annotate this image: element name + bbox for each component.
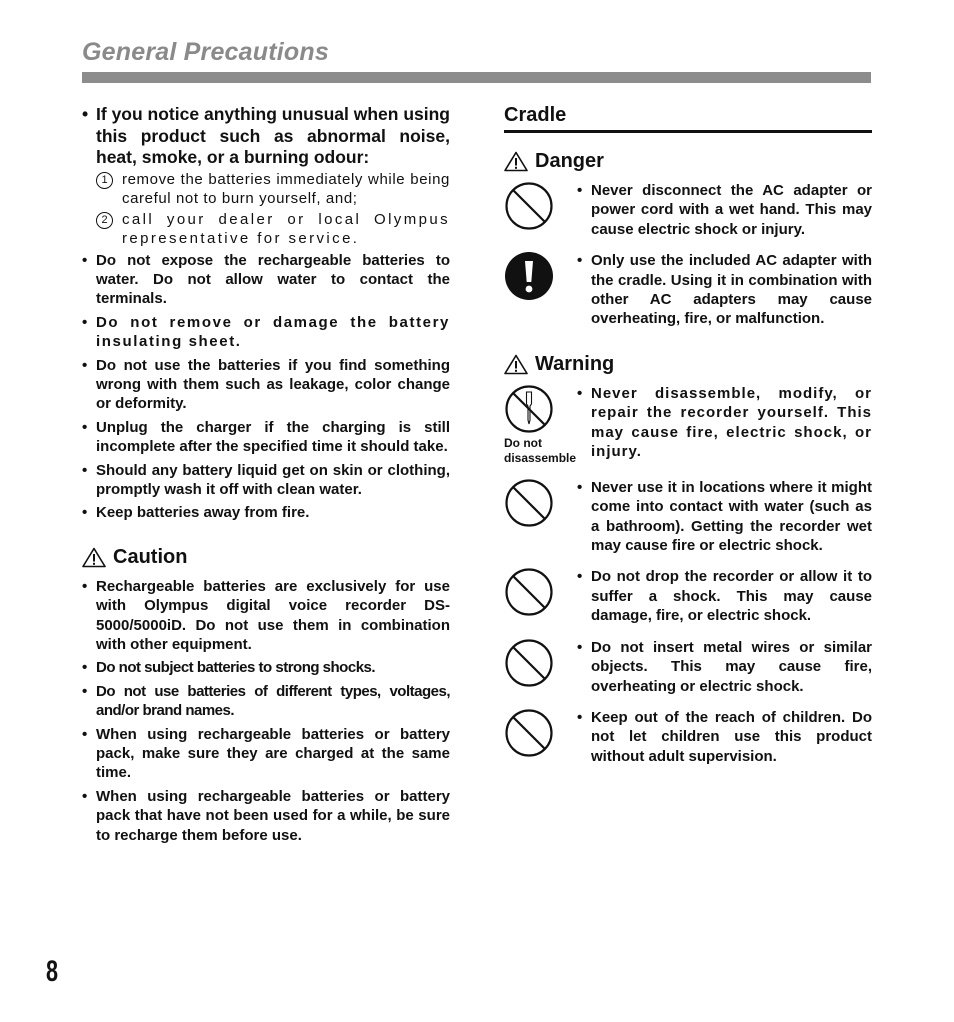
warning-list (577, 384, 872, 466)
list-item-text: Never disconnect the AC adapter or power cord with a wet hand. This may cause electric shock or injury. (591, 182, 872, 238)
danger-heading (504, 150, 872, 173)
icon-cell (504, 638, 577, 696)
bullet-dot: • (82, 461, 88, 479)
step-item (96, 210, 450, 249)
do-not-disassemble-label: Do not disassemble (504, 435, 577, 465)
danger-item (504, 181, 872, 239)
list-item-text: Only use the included AC adapter with the cradle. Using it in combination with other AC adapters may cause overheating, fire, or malfunction. (591, 252, 872, 328)
bullet-dot: • (82, 356, 88, 374)
danger-heading-text: Danger (535, 150, 604, 172)
warning-heading-text: Warning (535, 352, 615, 375)
list-item (82, 251, 450, 309)
bullet-dot: • (82, 504, 88, 522)
icon-cell (504, 478, 577, 556)
list-item-text: Never disassemble, modify, or repair the recorder yourself. This may cause fire, electric shock, or injury. (591, 384, 872, 461)
list-item (82, 418, 450, 457)
warning-item (504, 708, 872, 766)
list-item (82, 577, 450, 655)
step-item (96, 170, 450, 209)
step-number: 2 (96, 212, 113, 229)
bullet-dot: • (82, 418, 88, 436)
list-item-text: Do not expose the rechargeable batteries to water. Do not allow water to contact the terminals. (96, 251, 450, 308)
bullet-dot: • (577, 638, 583, 656)
list-item-text: Never use it in locations where it might come into contact with water (such as a bathroom). Getting the recorder wet may cause fire or electric shock. (591, 478, 872, 555)
mandatory-action-icon (504, 251, 554, 301)
bullet-dot: • (82, 104, 89, 124)
bullet-dot: • (82, 787, 88, 805)
icon-cell (504, 384, 577, 466)
icon-cell (504, 181, 577, 239)
list-item-text: Keep batteries away from fire. (96, 504, 310, 522)
list-item-text: Should any battery liquid get on skin or clothing, promptly wash it off with clean water. (96, 461, 450, 498)
caution-heading (82, 546, 450, 569)
bullet-dot: • (577, 384, 584, 402)
warning-triangle-icon (82, 547, 106, 568)
prohibited-icon (504, 567, 554, 617)
list-item (577, 567, 872, 625)
battery-precautions-list (82, 104, 450, 523)
list-item (82, 356, 450, 414)
prohibited-icon (504, 708, 554, 758)
list-item-text: Do not use batteries of different types, voltages, and/or brand names. (96, 682, 450, 720)
list-item-text: Do not drop the recorder or allow it to suffer a shock. This may cause damage, fire, or electric shock. (591, 568, 872, 625)
step-number: 1 (96, 172, 113, 189)
list-item-text: Do not insert metal wires or similar objects. This may cause fire, overheating or electric shock. (591, 638, 872, 695)
warning-list (577, 638, 872, 696)
prohibited-icon (504, 478, 554, 528)
bullet-dot: • (82, 659, 87, 677)
warning-list (577, 478, 872, 556)
icon-cell (504, 567, 577, 625)
list-item-text: Unplug the charger if the charging is still incomplete after the specified time it should take. (96, 418, 450, 456)
icon-cell (504, 251, 577, 329)
left-column (82, 104, 450, 849)
list-item (82, 658, 450, 677)
warning-item (504, 638, 872, 696)
warning-list (577, 567, 872, 625)
title-rule (82, 72, 871, 83)
list-item-text: Do not subject batteries to strong shocks. (96, 659, 376, 677)
list-item (82, 313, 450, 352)
danger-item (504, 251, 872, 329)
list-item (577, 384, 872, 462)
warning-item (504, 384, 872, 466)
warning-triangle-icon (504, 151, 528, 172)
list-item-text: Do not use the batteries if you find something wrong with them such as leakage, color change or deformity. (96, 356, 450, 413)
bullet-dot: • (577, 708, 583, 726)
intro-text: If you notice anything unusual when using this product such as abnormal noise, heat, smoke, or a burning odour: (96, 104, 450, 167)
list-item-text: When using rechargeable batteries or battery pack, make sure they are charged at the same time. (96, 725, 450, 782)
list-item (577, 708, 872, 766)
prohibited-icon (504, 638, 554, 688)
page-number: 8 (46, 955, 59, 988)
bullet-dot: • (82, 313, 89, 331)
icon-cell (504, 708, 577, 766)
warning-heading (504, 353, 872, 376)
caution-heading-text: Caution (113, 545, 188, 568)
warning-triangle-icon (504, 354, 528, 375)
danger-list (577, 181, 872, 239)
bullet-dot: • (577, 568, 583, 586)
list-item (577, 251, 872, 329)
step-text: call your dealer or local Olympus representative for service. (122, 210, 450, 247)
bullet-dot: • (577, 478, 583, 496)
list-item (82, 461, 450, 500)
list-item-text: Rechargeable batteries are exclusively for use with Olympus digital voice recorder DS-5000/5000iD. Do not use them in combination with other equipment. (96, 577, 450, 653)
bullet-dot: • (577, 182, 583, 199)
bullet-dot: • (82, 251, 88, 269)
danger-list (577, 251, 872, 329)
page-title: General Precautions (82, 38, 329, 66)
warning-list (577, 708, 872, 766)
list-item (577, 478, 872, 556)
list-item-text: Keep out of the reach of children. Do not let children use this product without adult supervision. (591, 708, 872, 765)
list-item (82, 725, 450, 783)
list-item (577, 638, 872, 696)
list-item (577, 181, 872, 239)
bullet-dot: • (82, 682, 87, 700)
bullet-dot: • (82, 725, 88, 743)
list-item-text: When using rechargeable batteries or battery pack that have not been used for a while, be sure to recharge them before use. (96, 787, 450, 844)
do-not-disassemble-icon (504, 384, 554, 434)
section-title: Cradle (504, 104, 872, 133)
list-item (82, 787, 450, 845)
list-item (82, 682, 450, 721)
warning-item (504, 478, 872, 556)
right-column (504, 104, 872, 778)
warning-item (504, 567, 872, 625)
step-text: remove the batteries immediately while being careful not to burn yourself, and; (122, 170, 450, 207)
caution-list (82, 577, 450, 845)
prohibited-icon (504, 181, 554, 231)
bullet-dot: • (577, 252, 583, 270)
list-item-text: Do not remove or damage the battery insulating sheet. (96, 313, 450, 351)
bullet-dot: • (82, 577, 88, 595)
list-item (82, 104, 450, 249)
list-item (82, 503, 450, 522)
